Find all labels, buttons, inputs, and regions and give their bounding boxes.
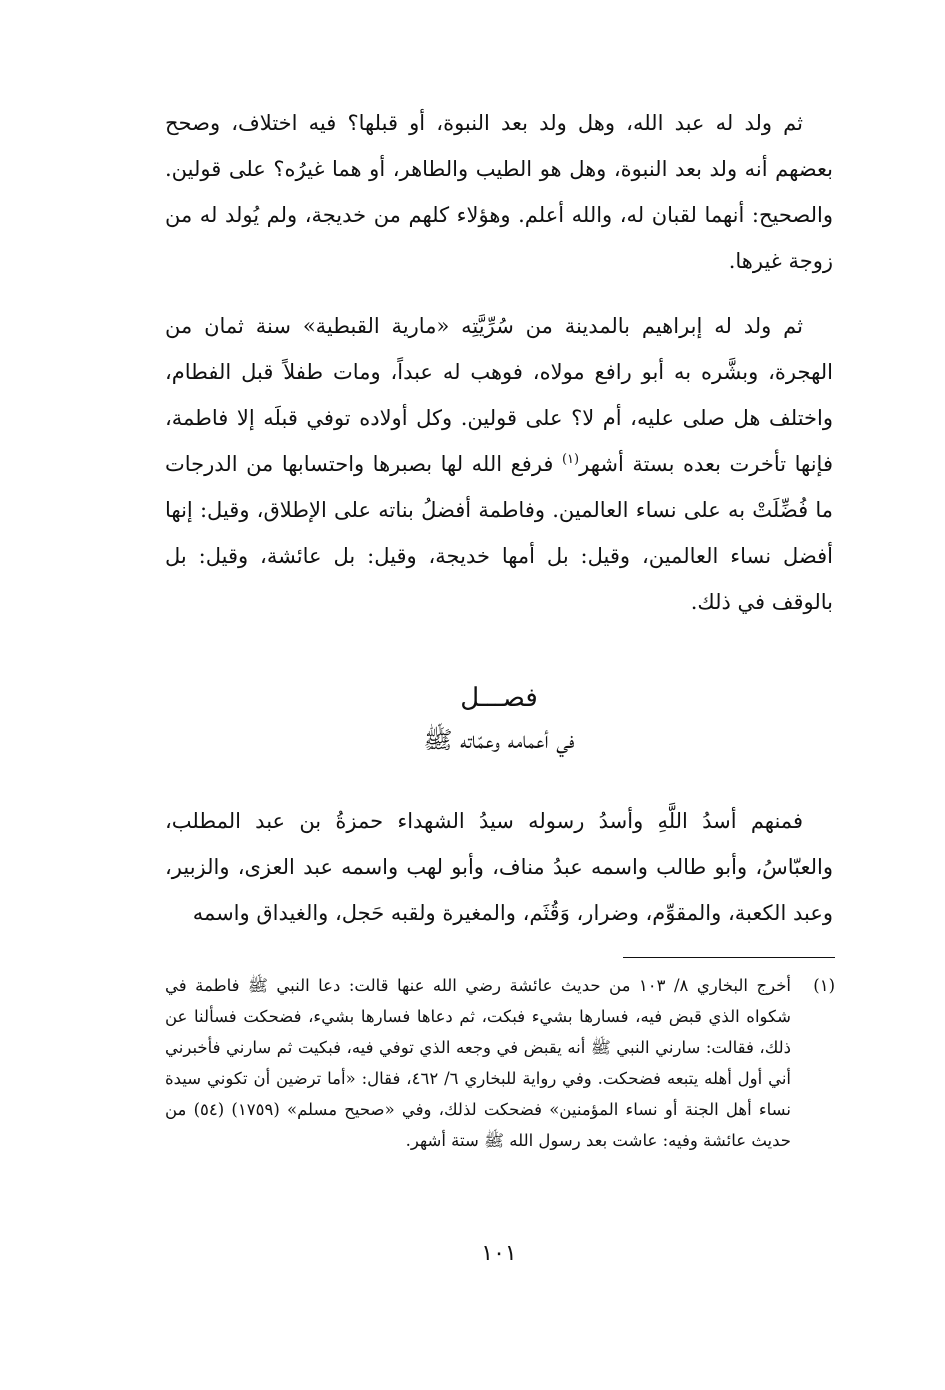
paragraph-uncles: [165, 798, 833, 936]
footnote: [165, 970, 835, 1156]
paragraph-text-part: ثم ولد له إبراهيم بالمدينة من سُرِّيَّتِه «مارية القبطية» سنة ثمان من الهجرة، وبشَّره به أبو رافع مولاه، فوهب له عبداً، ومات طفلاً قبل الفطام، واختلف هل صلى عليه، أم لا؟ على قولين. وكل أولاده توفي قبلَه إلا فاطمة، فإنها تأخرت بعده بستة أشهر: [165, 314, 833, 476]
page-number: ١٠١: [481, 1241, 517, 1266]
paragraph-text: ثم ولد له عبد الله، وهل ولد بعد النبوة، أو قبلها؟ فيه اختلاف، وصحح بعضهم أنه ولد بعد النبوة، وهل هو الطيب والطاهر، أو هما غيرُه؟ على قولين. والصحيح: أنهما لقبان له، والله أعلم. وهؤلاء كلهم من خديجة، ولم يُولد له من زوجة غيرها.: [165, 111, 833, 273]
section-subtitle: في أعمامه وعمّاته ﷺ: [423, 726, 575, 754]
section-title: فصـــل: [460, 683, 538, 713]
paragraph-text: [165, 303, 833, 625]
paragraph-text-part: فرفع الله لها بصبرها واحتسابها من الدرجات ما فُضِّلَتْ به على نساء العالمين. وفاطمة أفضلُ بناته على الإطلاق، وقيل: إنها أفضل نساء العالمين، وقيل: بل أمها خديجة، وقيل: بل عائشة، وقيل: بل بالوقف في ذلك.: [165, 452, 833, 614]
footnote-text: أخرج البخاري ٨/ ١٠٣ من حديث عائشة رضي الله عنها قالت: دعا النبي ﷺ فاطمة في شكواه الذي قبض فيه، فسارها بشيء فبكت، ثم دعاها فسارها بشيء، فضحكت فسألنا عن ذلك، فقالت: سارني النبي ﷺ أنه يقبض في وجعه الذي توفي فيه، فبكيت ثم سارني فأخبرني أني أول أهله يتبعه فضحكت. وفي رواية للبخاري ٦/ ٤٦٢، فقال: «أما ترضين أن تكوني سيدة نساء أهل الجنة أو نساء المؤمنين» فضحكت لذلك، وفي «صحيح مسلم» (١٧٥٩) (٥٤) من حديث عائشة وفيه: عاشت بعد رسول الله ﷺ ستة أشهر.: [165, 976, 792, 1150]
footnote-reference[interactable]: (١): [561, 452, 580, 467]
paragraph-sons: [165, 100, 833, 284]
footnote-marker: (١): [813, 976, 835, 995]
paragraph-text: فمنهم أسدُ اللَّهِ وأسدُ رسوله سيدُ الشهداء حمزةُ بن عبد المطلب، والعبّاسُ، وأبو طالب واسمه عبدُ مناف، وأبو لهب واسمه عبد العزى، والزبير، وعبد الكعبة، والمقوِّم، وضرار، وَقُثَم، والمغيرة ولقبه حَجل، والغيداق واسمه: [165, 809, 833, 925]
footnote-divider: [623, 957, 835, 958]
paragraph-ibrahim-fatima: [165, 303, 833, 625]
section-heading: [165, 678, 833, 758]
